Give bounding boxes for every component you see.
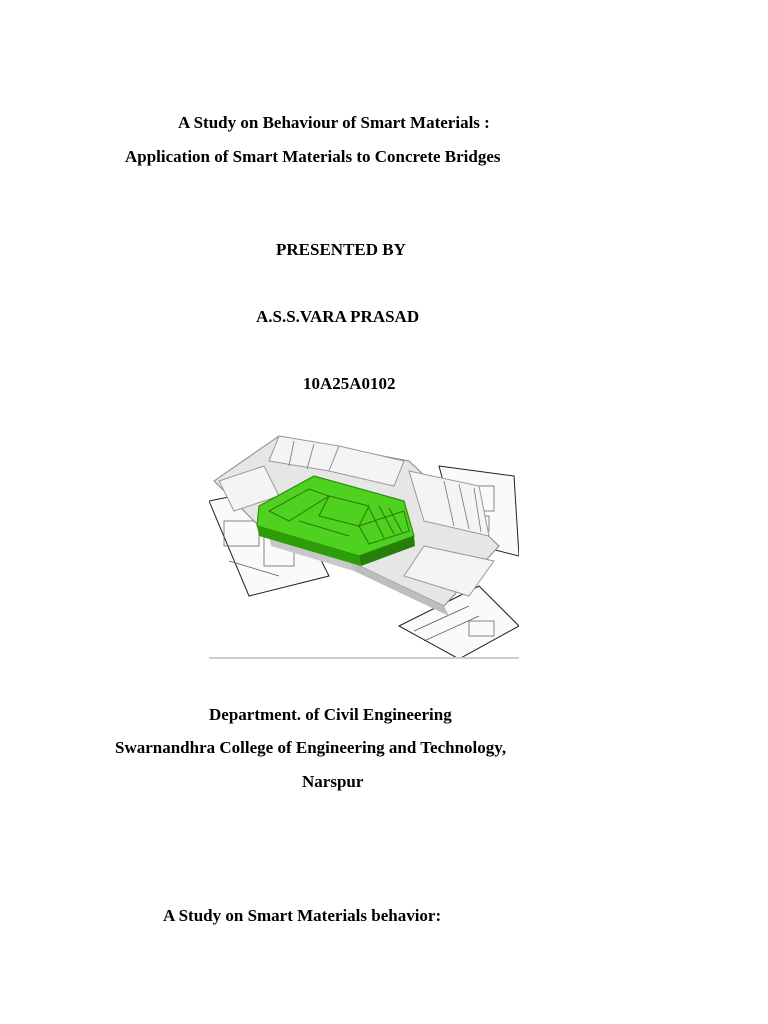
place-name: Narspur — [302, 772, 364, 791]
floor-plan-figure — [209, 426, 519, 659]
college-name: Swarnandhra College of Engineering and Technology, — [115, 738, 507, 757]
document-title-line-2: Application of Smart Materials to Concrete Bridges — [125, 147, 501, 166]
author-name: A.S.S.VARA PRASAD — [256, 307, 420, 326]
floor-plan-icon — [209, 426, 519, 659]
roll-number: 10A25A0102 — [303, 374, 396, 393]
section-heading: A Study on Smart Materials behavior: — [163, 906, 442, 925]
department-name: Department. of Civil Engineering — [209, 705, 452, 724]
document-title-line-1: A Study on Behaviour of Smart Materials : — [178, 113, 490, 132]
presented-by-label: PRESENTED BY — [276, 240, 406, 259]
